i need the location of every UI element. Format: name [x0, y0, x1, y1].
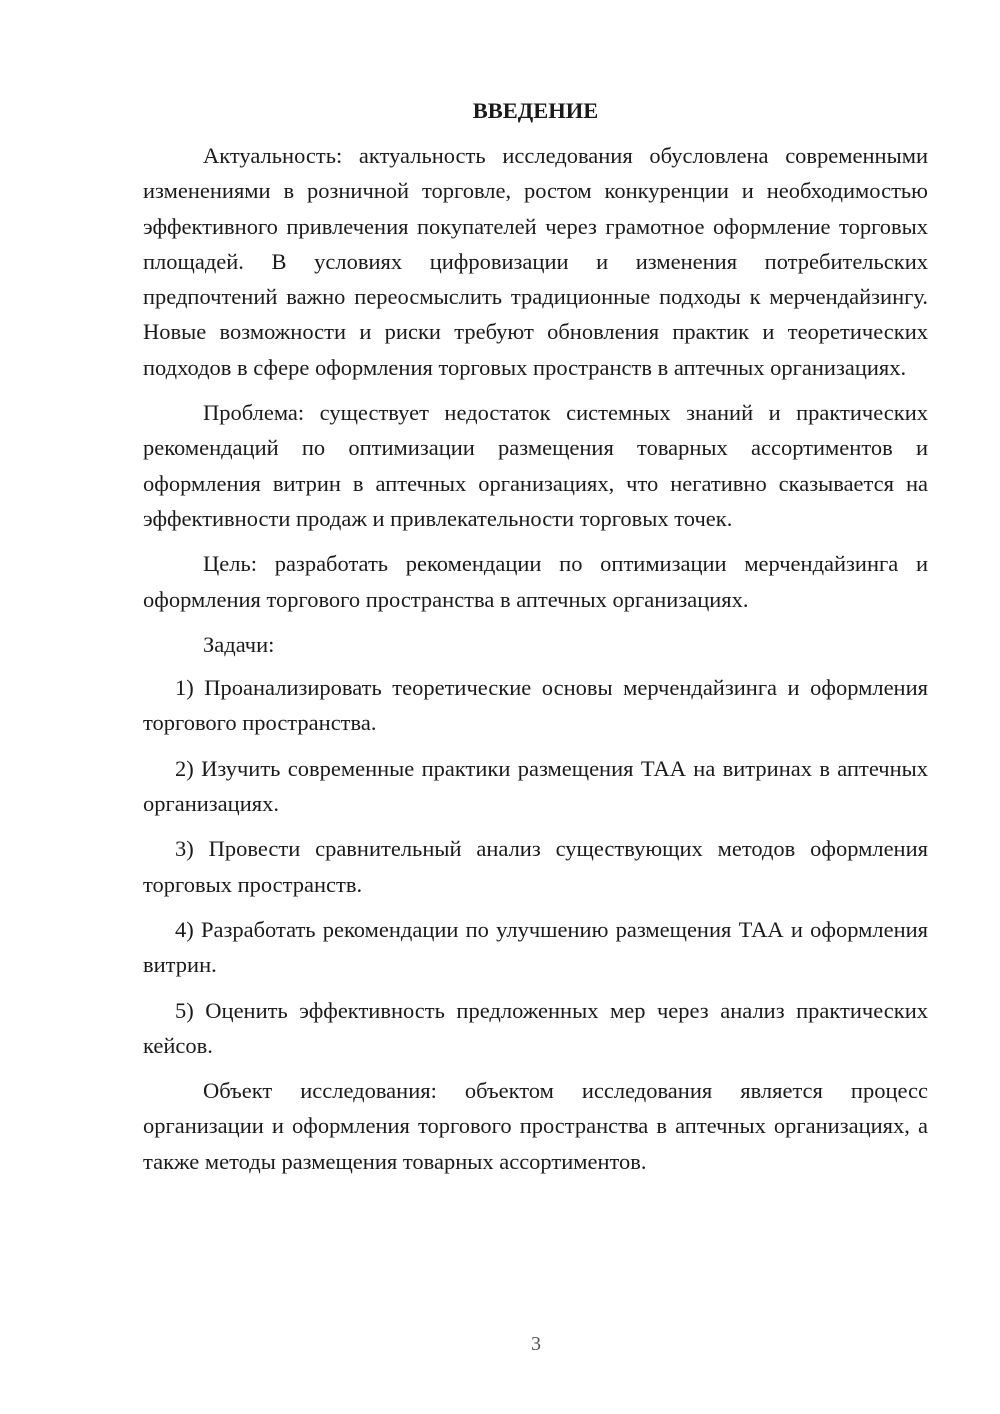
page-content	[143, 93, 928, 1189]
goal-paragraph: Цель: разработать рекомендации по оптимизации мерчендайзинга и оформления торгового пространства в аптечных организациях.	[143, 551, 928, 612]
section-heading: ВВЕДЕНИЕ	[472, 98, 599, 123]
task-item: 4) Разработать рекомендации по улучшению размещения ТАА и оформления витрин.	[143, 916, 928, 978]
task-item: 2) Изучить современные практики размещения ТАА на витринах в аптечных организациях.	[143, 755, 928, 817]
relevance-paragraph: Актуальность: актуальность исследования обусловлена современными изменениями в розничной торговле, ростом конкуренции и необходимостью эффективного привлечения покупателей через грамотное оформление торговых площадей. В условиях цифровизации и изменения потребительских предпочтений важно переосмыслить традиционные подходы к мерчендайзингу. Новые возможности и риски требуют обновления практик и теоретических подходов в сфере оформления торговых пространств в аптечных организациях.	[143, 143, 928, 380]
task-item: 3) Провести сравнительный анализ существующих методов оформления торговых пространств.	[143, 836, 928, 897]
problem-paragraph: Проблема: существует недостаток системных знаний и практических рекомендаций по оптимизации размещения товарных ассортиментов и оформления витрин в аптечных организациях, что негативно сказывается на эффективности продаж и привлекательности торговых точек.	[143, 400, 928, 531]
page-number: 3	[531, 1333, 541, 1355]
task-item: 5) Оценить эффективность предложенных мер через анализ практических кейсов.	[143, 997, 928, 1058]
task-item: 1) Проанализировать теоретические основы мерчендайзинга и оформления торгового пространства.	[143, 675, 928, 736]
tasks-label: Задачи:	[203, 631, 275, 657]
object-paragraph: Объект исследования: объектом исследования является процесс организации и оформления торгового пространства в аптечных организациях, а также методы размещения товарных ассортиментов.	[143, 1078, 928, 1174]
